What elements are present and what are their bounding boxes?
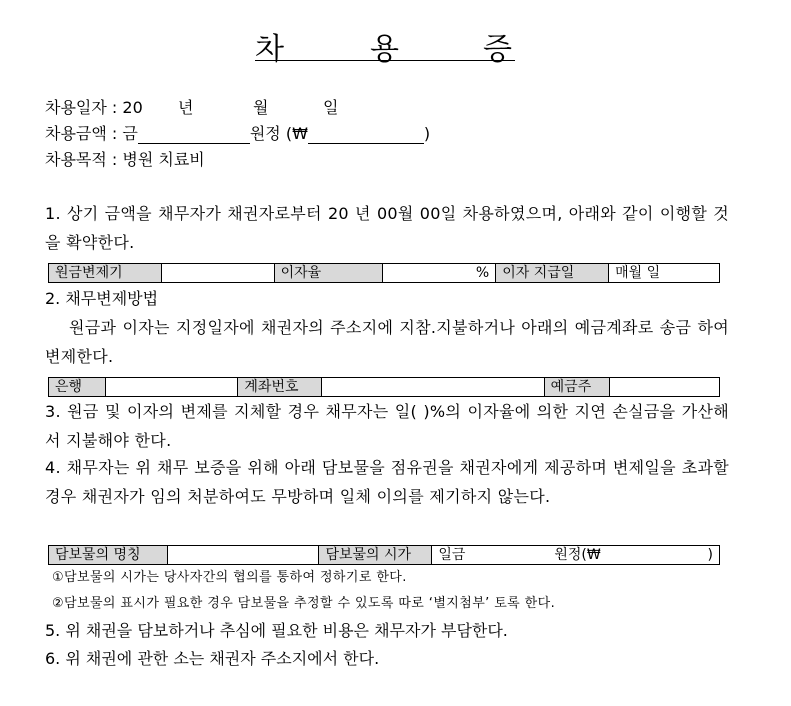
document-title [255, 24, 515, 67]
loan-amount-close: ) [423, 124, 431, 143]
clause-5: 5. 위 채권을 담보하거나 추심에 필요한 비용은 채무자가 부담한다. [45, 621, 508, 640]
clause-2-body: 원금과 이자는 지정일자에 채권자의 주소지에 지참.지불하거나 아래의 예금계좌로 송금 하여 변제한다. [45, 318, 729, 366]
loan-amount-label: 차용금액 : 금 [45, 124, 138, 143]
note-2: ②담보물의 표시가 필요한 경우 담보물을 추정할 수 있도록 따로 ‘별지첨부’ 토록 한다. [52, 596, 556, 611]
principal-due-field[interactable] [161, 264, 274, 283]
interest-rate-label: 이자율 [274, 264, 383, 283]
amount-number-blank [308, 127, 424, 144]
interest-payday-field[interactable]: 매월 일 [609, 264, 720, 283]
note-1: ①담보물의 시가는 당사자간의 협의를 통하여 정하기로 한다. [52, 570, 407, 585]
clause-4: 4. 채무자는 위 채무 보증을 위해 아래 담보물을 점유권을 채권자에게 제공하며 변제일을 초과할 경우 채권자가 임의 처분하여도 무방하며 일체 이의를 제기하지 않는다. [45, 458, 729, 506]
clause-1: 1. 상기 금액을 채무자가 채권자로부터 20 년 00월 00일 차용하였으며, 아래와 같이 이행할 것을 확약한다. [45, 204, 729, 252]
principal-interest-table [48, 263, 720, 283]
loan-amount-won: 원정 (₩ [249, 124, 308, 143]
collateral-name-label: 담보물의 명칭 [49, 546, 168, 565]
title-char-3: 증 [483, 32, 512, 67]
loan-purpose-line: 차용목적 : 병원 치료비 [45, 150, 205, 169]
clause-6: 6. 위 채권에 관한 소는 채권자 주소지에서 한다. [45, 649, 380, 668]
clause-2-title: 2. 채무변제방법 [45, 289, 159, 308]
interest-rate-field[interactable]: % [383, 264, 496, 283]
collateral-value-label: 담보물의 시가 [319, 546, 432, 565]
loan-date-line [45, 98, 339, 118]
interest-payday-label: 이자 지급일 [496, 264, 609, 283]
collateral-name-field[interactable] [167, 546, 319, 565]
title-char-1: 차 [255, 32, 284, 67]
account-holder-label: 예금주 [544, 378, 609, 397]
loan-date-month: 월 [253, 98, 269, 117]
collateral-value-field[interactable]: 일금 원정(₩ ) [432, 546, 720, 565]
account-holder-field[interactable] [610, 378, 720, 397]
account-number-field[interactable] [322, 378, 545, 397]
account-number-label: 계좌번호 [238, 378, 322, 397]
bank-label: 은행 [49, 378, 106, 397]
principal-due-label: 원금변제기 [49, 264, 162, 283]
loan-date-year: 년 [178, 98, 194, 117]
title-char-2: 용 [370, 32, 399, 67]
bank-field[interactable] [106, 378, 238, 397]
amount-blank [138, 127, 250, 144]
loan-date-day: 일 [323, 98, 339, 117]
loan-amount-line [45, 124, 430, 144]
clause-3: 3. 원금 및 이자의 변제를 지체할 경우 채무자는 일( )%의 이자율에 의한 지연 손실금을 가산해서 지불해야 한다. [45, 402, 729, 450]
bank-account-table [48, 377, 720, 397]
loan-date-label: 차용일자 : 20 [45, 98, 143, 117]
collateral-table [48, 545, 720, 565]
